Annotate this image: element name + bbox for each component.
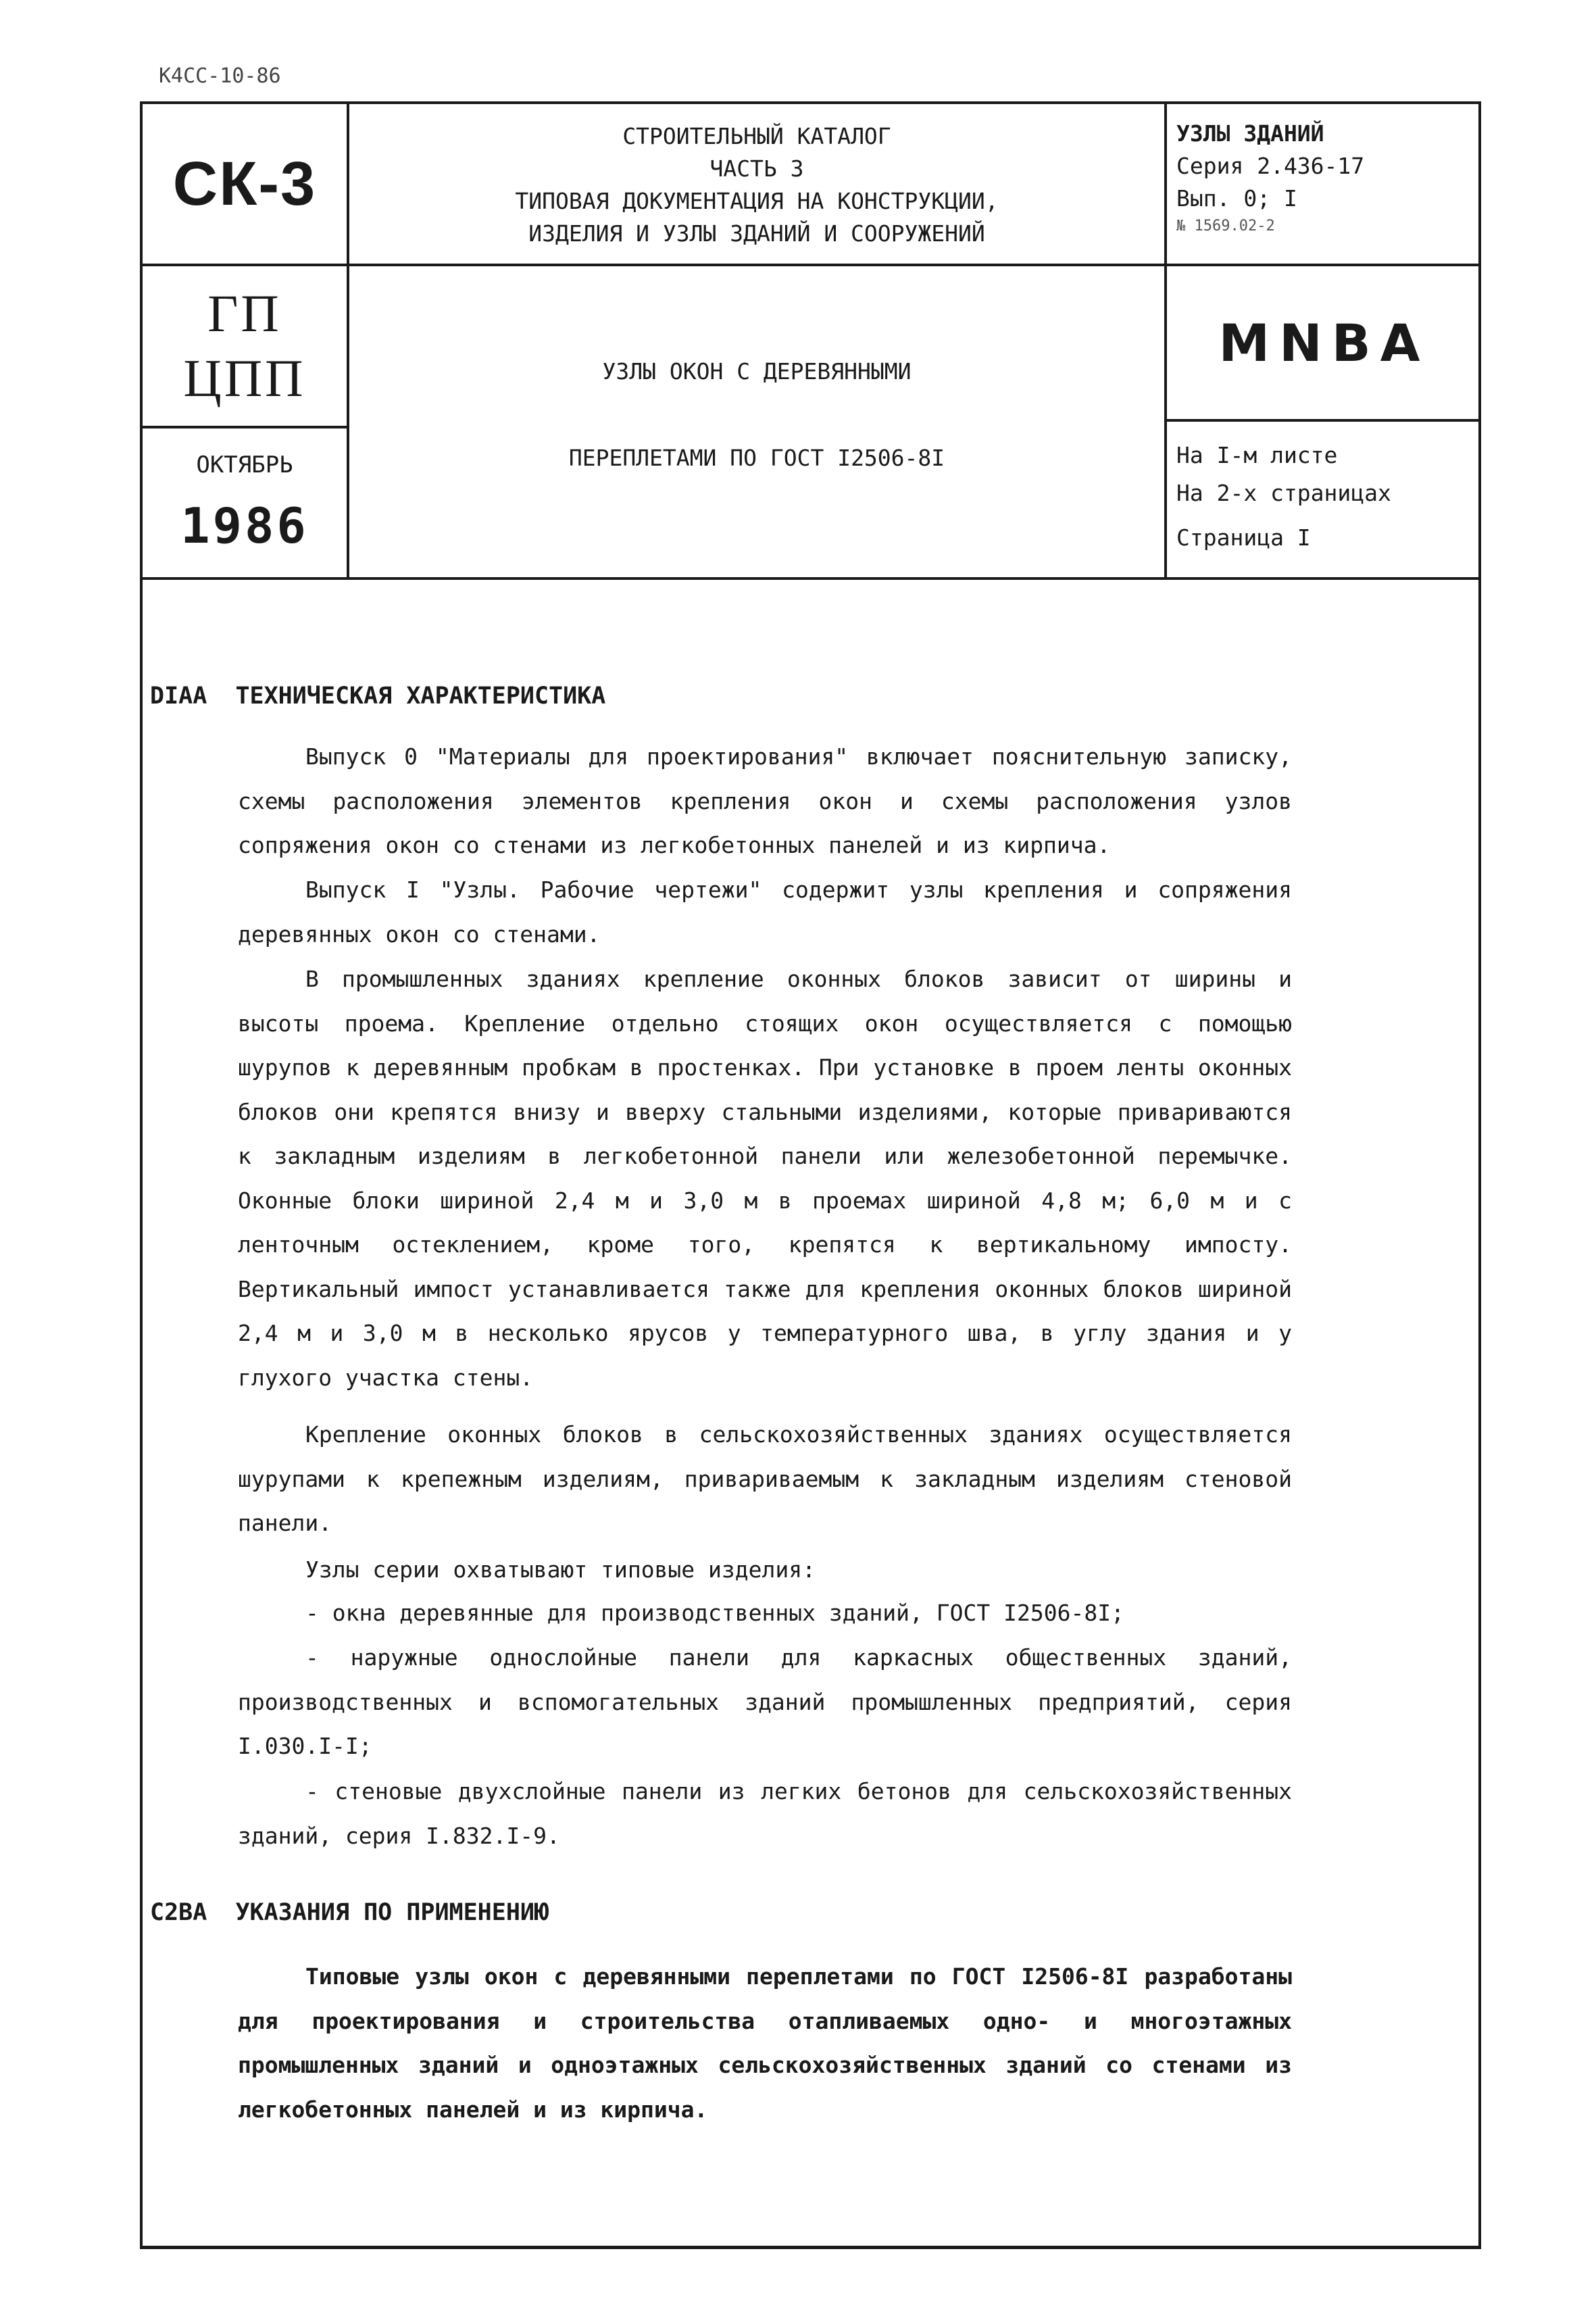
sheet-info bbox=[1176, 437, 1477, 557]
org-cell bbox=[143, 266, 347, 426]
sheet-line: На 2-х страницах bbox=[1176, 480, 1391, 506]
catalog-line: ЧАСТЬ 3 bbox=[709, 155, 804, 182]
list-item: - наружные однослойные панели для каркасных общественных зданий, производственных и вспомогательных зданий промышленных предприятий, серия I.030.I-I; bbox=[238, 1644, 1292, 1759]
sheet-line: Страница I bbox=[1176, 524, 1311, 551]
classifier-cell bbox=[1167, 266, 1481, 419]
paragraph: Крепление оконных блоков в сельскохозяйственных зданиях осуществляется шурупами к крепежным изделиям, привариваемым к закладным изделиям стеновой панели. bbox=[238, 1421, 1292, 1536]
series-line: № 1569.02-2 bbox=[1176, 218, 1275, 235]
header-stamp bbox=[140, 101, 1481, 580]
series-line: Серия 2.436-17 bbox=[1176, 153, 1365, 179]
sk-code-cell bbox=[143, 104, 347, 264]
paragraph: Типовые узлы окон с деревянными переплетами по ГОСТ I2506-8I разработаны для проектирования и строительства отапливаемых одно- и многоэтажных промышленных зданий и одноэтажных сельскохозяйственных зданий со стенами из легкобетонных панелей и из кирпича. bbox=[238, 1963, 1292, 2123]
paragraph: В промышленных зданиях крепление оконных блоков зависит от ширины и высоты проема. Крепление отдельно стоящих окон осуществляется с помощью шурупов к деревянным пробкам в простенках. При установке в проем ленты оконных блоков они крепятся внизу и вверху стальными изделиями, которые привариваются к закладным изделиям в легкобетонной панели или железобетонной перемычке. Оконные блоки шириной 2,4 м и 3,0 м в проемах шириной 4,8 м; 6,0 м и с ленточным остеклением, кроме того, крепятся к вертикальному импосту. Вертикальный импост устанавливается также для крепления оконных блоков шириной 2,4 м и 3,0 м в несколько ярусов у температурного шва, в углу здания и у глухого участка стены. bbox=[238, 966, 1292, 1391]
section-code: DIAA bbox=[150, 683, 207, 710]
section-title-line: ПЕРЕПЛЕТАМИ ПО ГОСТ I2506-8I bbox=[568, 445, 945, 471]
sk-code: СК-3 bbox=[172, 149, 317, 218]
section-title bbox=[349, 355, 1164, 388]
paragraph: Узлы серии охватывают типовые изделия: bbox=[305, 1556, 816, 1583]
classifier-code: MNBA bbox=[1218, 312, 1430, 373]
org-line: ГП bbox=[207, 284, 282, 343]
list-item: - окна деревянные для производственных зданий, ГОСТ I2506-8I; bbox=[305, 1600, 1124, 1626]
series-line: Вып. 0; I bbox=[1176, 185, 1297, 212]
section-title: ТЕХНИЧЕСКАЯ ХАРАКТЕРИСТИКА bbox=[235, 683, 606, 710]
year: 1986 bbox=[180, 497, 309, 554]
catalog-title bbox=[349, 120, 1164, 250]
catalog-line: СТРОИТЕЛЬНЫЙ КАТАЛОГ bbox=[622, 123, 891, 149]
catalog-line: ТИПОВАЯ ДОКУМЕНТАЦИЯ НА КОНСТРУКЦИИ, bbox=[515, 188, 999, 214]
document-code: К4СС-10-86 bbox=[159, 64, 281, 88]
list-item: - стеновые двухслойные панели из легких бетонов для сельскохозяйственных зданий, серия I.832.I-9. bbox=[238, 1778, 1292, 1849]
series-info bbox=[1176, 118, 1474, 238]
section-heading bbox=[150, 1899, 549, 1926]
paragraph: Выпуск 0 "Материалы для проектирования" включает пояснительную записку, схемы расположения элементов крепления окон и схемы расположения узлов сопряжения окон со стенами из легкобетонных панелей и из кирпича. bbox=[238, 743, 1292, 858]
section-title: УКАЗАНИЯ ПО ПРИМЕНЕНИЮ bbox=[235, 1899, 549, 1926]
catalog-line: ИЗДЕЛИЯ И УЗЛЫ ЗДАНИЙ И СООРУЖЕНИЙ bbox=[528, 220, 985, 247]
org-line: ЦПП bbox=[183, 349, 306, 408]
month: ОКТЯБРЬ bbox=[196, 451, 293, 478]
section-title-2 bbox=[349, 442, 1164, 474]
series-line: УЗЛЫ ЗДАНИЙ bbox=[1176, 120, 1324, 147]
section-code: C2BA bbox=[150, 1899, 207, 1926]
paragraph: Выпуск I "Узлы. Рабочие чертежи" содержит узлы крепления и сопряжения деревянных окон со стенами. bbox=[238, 877, 1292, 947]
sheet-line: На I-м листе bbox=[1176, 442, 1338, 468]
date-cell bbox=[143, 428, 347, 577]
section-title-line: УЗЛЫ ОКОН С ДЕРЕВЯННЫМИ bbox=[602, 358, 912, 385]
section-heading bbox=[150, 683, 605, 710]
